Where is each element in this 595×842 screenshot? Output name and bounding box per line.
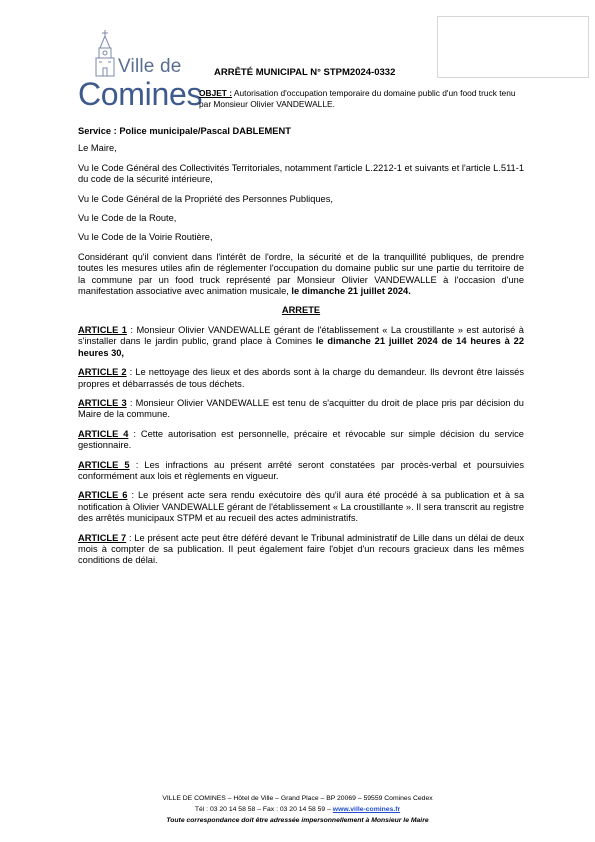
article-text: : Le présent acte sera rendu exécutoire dès qu'il aura été procédé à sa publication et à sa notification à Olivier VANDEWALLE gérant de l'établissement « La croustillante ». Il sera transcrit au registre des arrêtés municipaux STPM et au recueil des actes administratifs. — [78, 490, 524, 524]
article-paragraph — [78, 533, 524, 567]
article-label: ARTICLE 1 — [78, 324, 127, 335]
arrete-heading: ARRETE — [281, 305, 321, 316]
vu-paragraph: Vu le Code Général de la Propriété des Personnes Publiques, — [78, 193, 333, 204]
ville-de-comines-logo — [78, 28, 203, 112]
vu-paragraph: Vu le Code Général des Collectivités Territoriales, notamment l'article L.2212-1 et suivants et l'article L.511-1 du code de la sécurité intérieure, — [78, 162, 524, 185]
article-label: ARTICLE 4 — [78, 428, 129, 439]
article-text: : Le nettoyage des lieux et des abords sont à la charge du demandeur. Ils devront être laissés propres et débarrassés de tous déchets. — [78, 367, 524, 389]
footer-contact — [0, 804, 595, 815]
document-title: ARRÊTÉ MUNICIPAL N° STPM2024-0332 — [214, 67, 396, 78]
article-paragraph — [78, 325, 524, 359]
article-paragraph — [78, 490, 524, 524]
article-label: ARTICLE 3 — [78, 397, 127, 408]
footer-phone-fax: Tél : 03 20 14 58 58 – Fax : 03 20 14 58 59 – — [194, 806, 333, 813]
footer-address: VILLE DE COMINES – Hôtel de Ville – Grand Place – BP 20069 – 59559 Comines Cedex — [162, 795, 433, 802]
article-bold-text: le dimanche 21 juillet 2024 de 14 heures à 22 heures 30, — [78, 336, 524, 358]
article-label: ARTICLE 7 — [78, 532, 127, 543]
church-tower-icon — [88, 28, 122, 78]
logo-line-2: Comines — [78, 76, 203, 112]
objet-label: OBJET : — [199, 88, 233, 98]
article-text: : Les infractions au présent arrêté seront constatées par procès-verbal et poursuivies conformément aux lois et règlements en vigueur. — [78, 459, 524, 481]
vu-paragraph: Vu le Code de la Voirie Routière, — [78, 232, 213, 243]
article-paragraph — [78, 429, 524, 452]
considerant-text: Considérant qu'il convient dans l'intérêt de l'ordre, la sécurité et de la tranquillité publiques, de prendre toutes les mesures utiles afin de réglementer l'occupation du domaine public sur une partie du territoire de la commune par un food truck représenté par Monsieur Olivier VANDEWALLE à l'occasion d'une manifestation associative avec animation musicale, — [78, 251, 524, 297]
considerant-date: le dimanche 21 juillet 2024. — [291, 286, 411, 297]
article-label: ARTICLE 2 — [78, 367, 127, 378]
document-body — [78, 126, 524, 575]
vu-paragraph: Vu le Code de la Route, — [78, 213, 177, 224]
objet-text: Autorisation d'occupation temporaire du domaine public d'un food truck tenu par Monsieur Olivier VANDEWALLE. — [199, 88, 516, 109]
article-paragraph — [78, 460, 524, 483]
article-text: : Monsieur Olivier VANDEWALLE gérant de l'établissement « La croustillante » est autorisé à s'installer dans le jardin public, grand place à Comines — [78, 324, 524, 347]
footer-notice: Toute correspondance doit être adressée impersonnellement à Monsieur le Maire — [166, 817, 429, 824]
article-label: ARTICLE 6 — [78, 490, 128, 501]
website-link[interactable]: www.ville-comines.fr — [332, 806, 401, 813]
article-paragraph — [78, 367, 524, 390]
article-text: : Cette autorisation est personnelle, précaire et révocable sur simple décision du service gestionnaire. — [78, 428, 524, 451]
page-footer — [0, 793, 595, 826]
considerant-paragraph — [78, 252, 524, 298]
article-label: ARTICLE 5 — [78, 459, 130, 470]
objet-block — [199, 88, 529, 109]
logo-line-1: Ville de — [118, 56, 182, 77]
article-text: : Le présent acte peut être déféré devant le Tribunal administratif de Lille dans un délai de deux mois à compter de sa publication. Il peut également faire l'objet d'un recours gracieux dans les mêmes conditions de délai. — [78, 532, 524, 566]
service-line: Service : Police municipale/Pascal DABLEMENT — [78, 126, 291, 136]
article-text: : Monsieur Olivier VANDEWALLE est tenu de s'acquitter du droit de place pris par décision du Maire de la commune. — [78, 397, 524, 420]
stamp-box — [437, 16, 589, 78]
le-maire: Le Maire, — [78, 143, 117, 154]
article-paragraph — [78, 398, 524, 421]
